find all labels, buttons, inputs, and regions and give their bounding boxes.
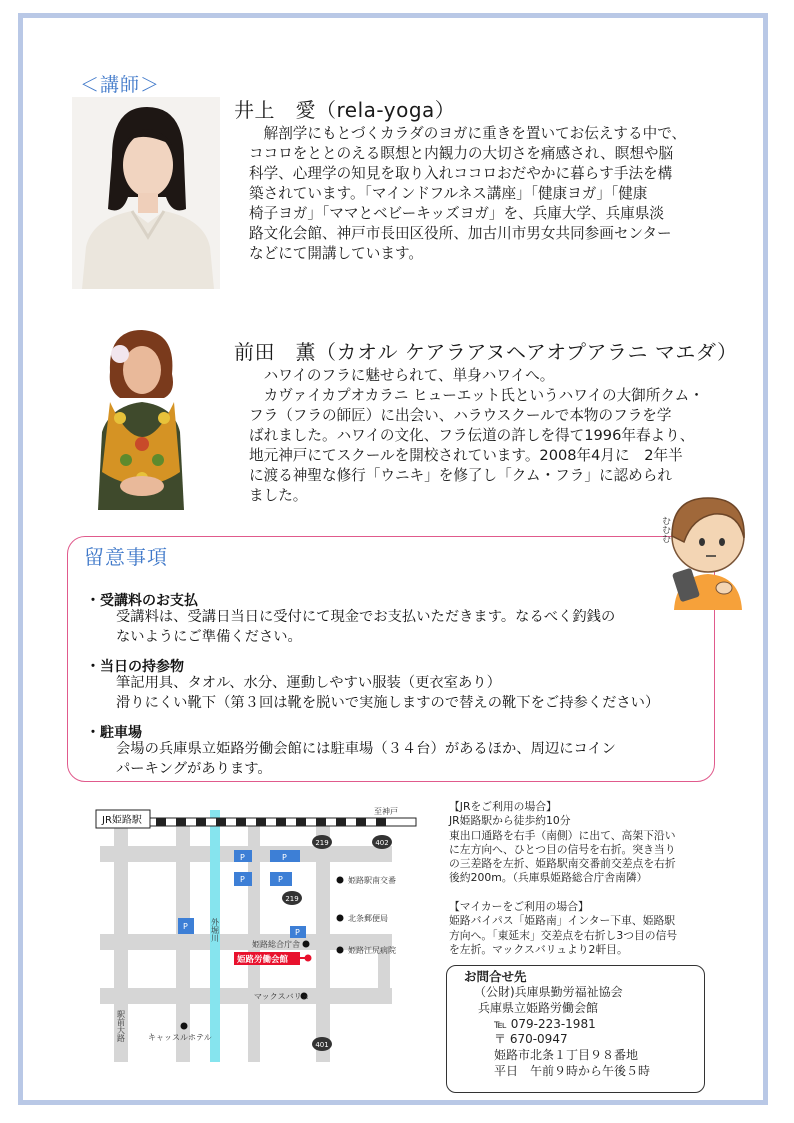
bio-line: 解剖学にもとづくカラダのヨガに重きを置いてお伝えする中で、 bbox=[249, 125, 687, 142]
bio-line: カヴァイカプオカラニ ヒューエット氏というハワイの大御所クム・ bbox=[249, 387, 704, 404]
lecturer-name-maeda: 前田 薫（カオル ケアラアヌヘアオプアラニ マエダ） bbox=[234, 340, 738, 364]
note-body-items bbox=[116, 673, 659, 713]
access-line: を左折。マックスバリュより2軒目。 bbox=[449, 942, 628, 956]
lecturer-photo-inoue bbox=[72, 97, 220, 289]
note-line: 滑りにくい靴下（第３回は靴を脱いで実施しますので替えの靴下をご持参ください） bbox=[116, 695, 660, 711]
note-line: ないようにご準備ください。 bbox=[116, 629, 302, 645]
note-line: 会場の兵庫県立姫路労働会館には駐車場（３４台）があるほか、周辺にコイン bbox=[116, 741, 616, 757]
route-label: 401 bbox=[315, 1041, 329, 1049]
landmark-dot bbox=[303, 941, 310, 948]
route-label: 219 bbox=[285, 895, 299, 903]
note-body-parking bbox=[116, 739, 616, 779]
road bbox=[100, 988, 392, 1004]
bio-line: ココロをととのえる瞑想と内観力の大切さを痛感され、瞑想や脳 bbox=[249, 145, 674, 162]
contact-address: 姫路市北条１丁目９８番地 bbox=[494, 1048, 639, 1063]
bio-line: に渡る神聖な修行「ウニキ」を修了し「クム・フラ」に認められ bbox=[249, 467, 672, 484]
landmark-dot bbox=[337, 947, 344, 954]
parking-label: P bbox=[295, 928, 300, 937]
bio-line: 路文化会館、神戸市長田区役所、加古川市男女共同参画センター bbox=[249, 225, 672, 242]
landmark-hotel: キャッスルホテル bbox=[148, 1033, 212, 1042]
access-line: JR姫路駅から徒歩約10分 bbox=[449, 814, 571, 828]
mumu-char: むむむ bbox=[660, 516, 670, 543]
parking-label: P bbox=[278, 875, 283, 884]
contact-venue: 兵庫県立姫路労働会館 bbox=[478, 1000, 599, 1015]
landmark-dot bbox=[181, 1023, 188, 1030]
parking-label: P bbox=[183, 922, 188, 931]
lecturer-photo-maeda bbox=[80, 322, 200, 510]
contact-org: （公財)兵庫県勤労福祉協会 bbox=[474, 985, 623, 999]
access-line: 【JRをご利用の場合】 bbox=[449, 800, 557, 813]
access-line: 後約200m。（兵庫県姫路総合庁舎南隣） bbox=[449, 871, 648, 885]
bio-line: ハワイのフラに魅せられて、単身ハワイへ。 bbox=[249, 367, 555, 384]
parking-label: P bbox=[282, 853, 287, 862]
to-kobe-label: 至神戸 bbox=[374, 807, 398, 816]
contact-content bbox=[464, 969, 650, 1080]
bio-line: 築されています。「マインドフルネス講座」「健康ヨガ」「健康 bbox=[249, 185, 648, 202]
notes-title: 留意事項 bbox=[84, 545, 168, 569]
bio-line: 椅子ヨガ」「ママとベビーキッズヨガ」を、兵庫大学、兵庫県淡 bbox=[249, 205, 665, 222]
access-line: 姫路バイパス「姫路南」インター下車、姫路駅 bbox=[449, 914, 676, 928]
mumu-text-vertical bbox=[660, 506, 676, 562]
landmark-koban: 姫路駅南交番 bbox=[348, 876, 396, 885]
river-label: 外堀川 bbox=[210, 918, 220, 942]
landmark-maxvalu: マックスバリュ bbox=[254, 992, 310, 1001]
bio-line: 地元神戸にてスクールを開校されています。2008年4月に 2年半 bbox=[249, 447, 683, 464]
route-label: 402 bbox=[375, 839, 389, 847]
contact-zip: 〒 670-0947 bbox=[494, 1032, 568, 1047]
note-heading-items: ・当日の持参物 bbox=[86, 659, 184, 675]
note-body-fee bbox=[116, 607, 615, 647]
route-label: 219 bbox=[315, 839, 329, 847]
access-jr bbox=[449, 800, 676, 886]
lecturer-bio-maeda bbox=[249, 366, 769, 506]
road bbox=[316, 826, 330, 1062]
landmark-dot bbox=[337, 915, 344, 922]
contact-tel: ℡ 079-223-1981 bbox=[494, 1016, 596, 1031]
landmark-dot bbox=[337, 877, 344, 884]
venue-label: 姫路労働会館 bbox=[237, 955, 289, 965]
access-line: の三差路を左折、姫路駅南交番前交差点を右折 bbox=[449, 857, 676, 871]
access-line: 方向へ。「東延末」交差点を右折し3つ目の信号 bbox=[449, 928, 678, 942]
access-map bbox=[84, 800, 416, 1062]
bio-line: などにて開講しています。 bbox=[249, 245, 423, 262]
station-label: JR姫路駅 bbox=[102, 815, 142, 826]
contact-title: お問合せ先 bbox=[464, 969, 527, 984]
note-line: パーキングがあります。 bbox=[116, 761, 272, 777]
parking-label: P bbox=[240, 853, 245, 862]
contact-hours: 平日 午前９時から午後５時 bbox=[494, 1063, 651, 1078]
lecturer-name-inoue: 井上 愛（rela-yoga） bbox=[234, 98, 456, 122]
street-label: 駅前大路 bbox=[116, 1010, 126, 1042]
note-heading-fee: ・受講料のお支払 bbox=[86, 593, 198, 609]
bio-line: ばれました。ハワイの文化、フラ伝道の許しを得て1996年春より、 bbox=[249, 427, 695, 444]
landmark-post: 北条郵便局 bbox=[348, 914, 388, 923]
parking-label: P bbox=[240, 875, 245, 884]
access-car bbox=[449, 900, 677, 957]
note-line: 筆記用具、タオル、水分、運動しやすい服装（更衣室あり） bbox=[116, 675, 501, 691]
access-line: 【マイカーをご利用の場合】 bbox=[449, 900, 589, 913]
lecturer-bio-inoue bbox=[249, 124, 769, 264]
bio-line: ました。 bbox=[249, 487, 308, 504]
venue-dot bbox=[305, 955, 312, 962]
lecturer-section-title: ＜講師＞ bbox=[80, 74, 161, 96]
landmark-chosha: 姫路総合庁舎 bbox=[252, 940, 300, 949]
access-line: 東出口通路を右手（南側）に出て、高架下沿い bbox=[449, 828, 676, 842]
access-line: に左方向へ、ひとつ目の信号を右折。突き当り bbox=[449, 842, 676, 856]
landmark-hospital: 姫路江尻病院 bbox=[348, 946, 396, 955]
bio-line: フラ（フラの師匠）に出会い、ハラウスクールで本物のフラを学 bbox=[249, 407, 672, 424]
note-line: 受講料は、受講日当日に受付にて現金でお支払いただきます。なるべく釣銭の bbox=[116, 609, 616, 625]
note-heading-parking: ・駐車場 bbox=[86, 725, 142, 741]
bio-line: 科学、心理学の知見を取り入れココロおだやかに暮らす手法を構 bbox=[249, 165, 673, 182]
